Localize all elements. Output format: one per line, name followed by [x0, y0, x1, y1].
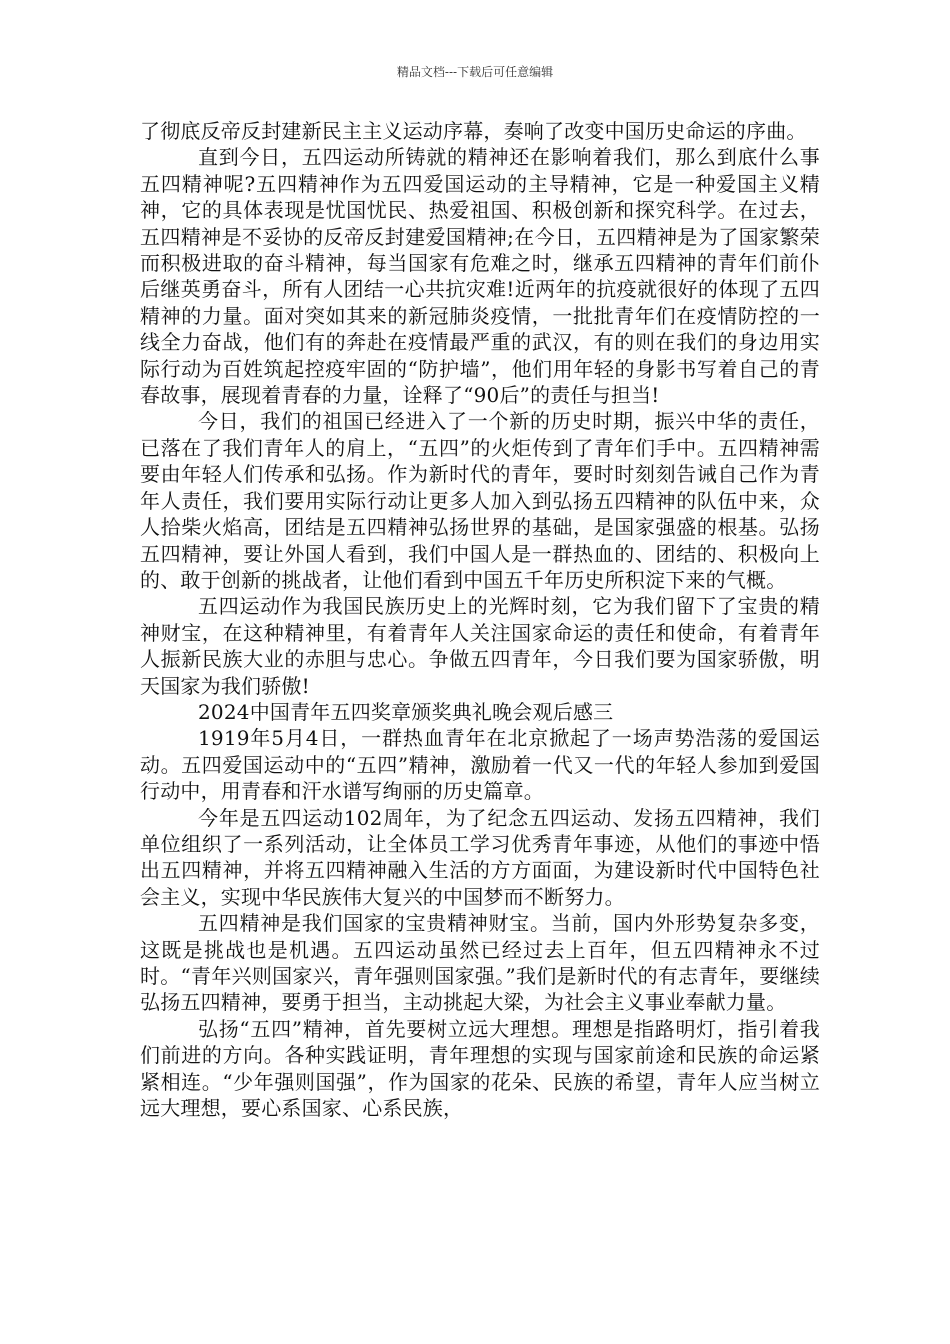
paragraph-ideals: 弘扬“五四”精神，首先要树立远大理想。理想是指路明灯，指引着我们前进的方向。各种实践证明，青年理想的实现与国家前途和民族的命运紧紧相连。“少年强则国强”，作为国家的花朵、民族的希望，青年人应当树立远大理想，要心系国家、心系民族， — [140, 1016, 820, 1121]
paragraph-conclusion: 五四运动作为我国民族历史上的光辉时刻，它为我们留下了宝贵的精神财宝，在这种精神里，有着青年人关注国家命运的责任和使命，有着青年人振新民族大业的赤胆与忠心。争做五四青年，今日我们要为国家骄傲，明天国家为我们骄傲! — [140, 594, 820, 698]
paragraph-continuation: 了彻底反帝反封建新民主主义运动序幕，奏响了改变中国历史命运的序曲。 — [140, 119, 807, 143]
page-header: 精品文档---下载后可任意编辑 — [396, 65, 554, 79]
document-body — [140, 118, 820, 1121]
paragraph-wusi-spirit: 直到今日，五四运动所铸就的精神还在影响着我们，那么到底什么事五四精神呢?五四精神作为五四爱国运动的主导精神，它是一种爱国主义精神，它的具体表现是忧国忧民、热爱祖国、积极创新和探究科学。在过去，五四精神是不妥协的反帝反封建爱国精神;在今日，五四精神是为了国家繁荣而积极进取的奋斗精神，每当国家有危难之时，继承五四精神的青年们前仆后继英勇奋斗，所有人团结一心共抗灾难!近两年的抗疫就很好的体现了五四精神的力量。面对突如其来的新冠肺炎疫情，一批批青年们在疫情防控的一线全力奋战，他们有的奔赴在疫情最严重的武汉，有的则在我们的身边用实际行动为百姓筑起控疫牢固的“防护墙”，他们用年轻的身影书写着自己的青春故事，展现着青春的力量，诠释了“90后”的责任与担当! — [140, 145, 820, 408]
paragraph-1919: 1919年5月4日，一群热血青年在北京掀起了一场声势浩荡的爱国运动。五四爱国运动中的“五四”精神，激励着一代又一代的年轻人参加到爱国行动中，用青春和汗水谱写绚丽的历史篇章。 — [140, 726, 820, 804]
section-title: 2024中国青年五四奖章颁奖典礼晚会观后感三 — [198, 699, 614, 724]
paragraph-youth-responsibility: 今日，我们的祖国已经进入了一个新的历史时期，振兴中华的责任，已落在了我们青年人的肩上，“五四”的火炬传到了青年们手中。五四精神需要由年轻人们传承和弘扬。作为新时代的青年，要时时刻刻告诫自己作为青年人责任，我们要用实际行动让更多人加入到弘扬五四精神的队伍中来，众人拾柴火焰高，团结是五四精神弘扬世界的基础，是国家强盛的根基。弘扬五四精神，要让外国人看到，我们中国人是一群热血的、团结的、积极向上的、敢于创新的挑战者，让他们看到中国五千年历史所积淀下来的气概。 — [140, 409, 820, 592]
paragraph-anniversary: 今年是五四运动102周年，为了纪念五四运动、发扬五四精神，我们单位组织了一系列活动，让全体员工学习优秀青年事迹，从他们的事迹中悟出五四精神，并将五四精神融入生活的方方面面，为建设新时代中国特色社会主义，实现中华民族伟大复兴的中国梦而不断努力。 — [140, 805, 820, 909]
paragraph-treasure: 五四精神是我们国家的宝贵精神财宝。当前，国内外形势复杂多变，这既是挑战也是机遇。五四运动虽然已经过去上百年，但五四精神永不过时。“青年兴则国家兴，青年强则国家强。”我们是新时代的有志青年，要继续弘扬五四精神，要勇于担当，主动挑起大梁，为社会主义事业奉献力量。 — [140, 911, 820, 1015]
